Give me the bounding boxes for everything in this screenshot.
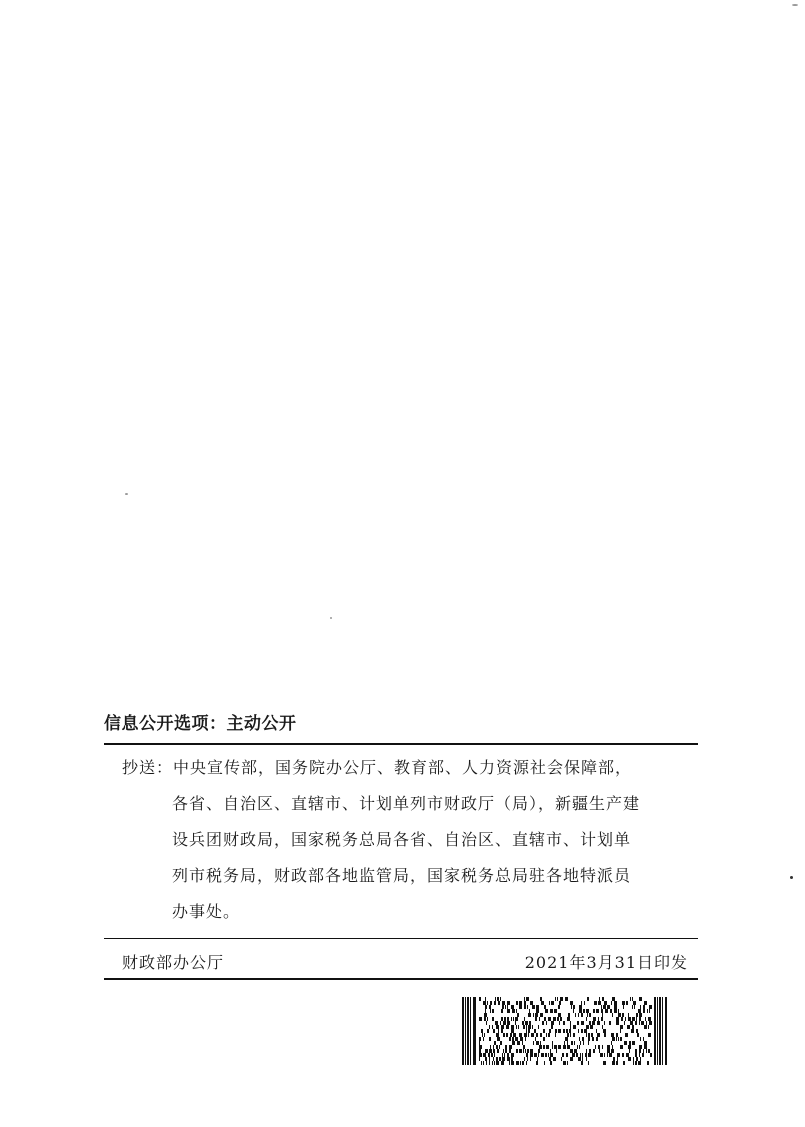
pdf417-barcode-icon — [462, 997, 667, 1065]
cc-line-1 — [122, 750, 698, 786]
cc-line-2: 各省、自治区、直辖市、计划单列市财政厅（局），新疆生产建 — [172, 794, 641, 813]
scan-speck — [330, 617, 332, 619]
issue-date: 2021年3月31日印发 — [524, 953, 688, 972]
cc-label: 抄送： — [122, 758, 174, 777]
scan-speck — [792, 4, 798, 6]
cc-line-3: 设兵团财政局，国家税务总局各省、自治区、直辖市、计划单 — [172, 830, 632, 849]
issuer-name: 财政部办公厅 — [122, 953, 225, 972]
cc-line-5: 办事处。 — [172, 902, 241, 921]
cc-line-4: 列市税务局，财政部各地监管局，国家税务总局驻各地特派员 — [172, 866, 632, 885]
scan-speck — [790, 876, 793, 879]
divider-top — [104, 743, 698, 745]
scan-speck — [125, 493, 128, 495]
cc-text: 中央宣传部，国务院办公厅、教育部、人力资源社会保障部， — [173, 758, 633, 777]
divider-middle — [104, 938, 698, 939]
cc-recipients — [122, 750, 698, 930]
info-disclosure-option: 信息公开选项：主动公开 — [104, 714, 297, 734]
divider-bottom — [104, 978, 698, 980]
